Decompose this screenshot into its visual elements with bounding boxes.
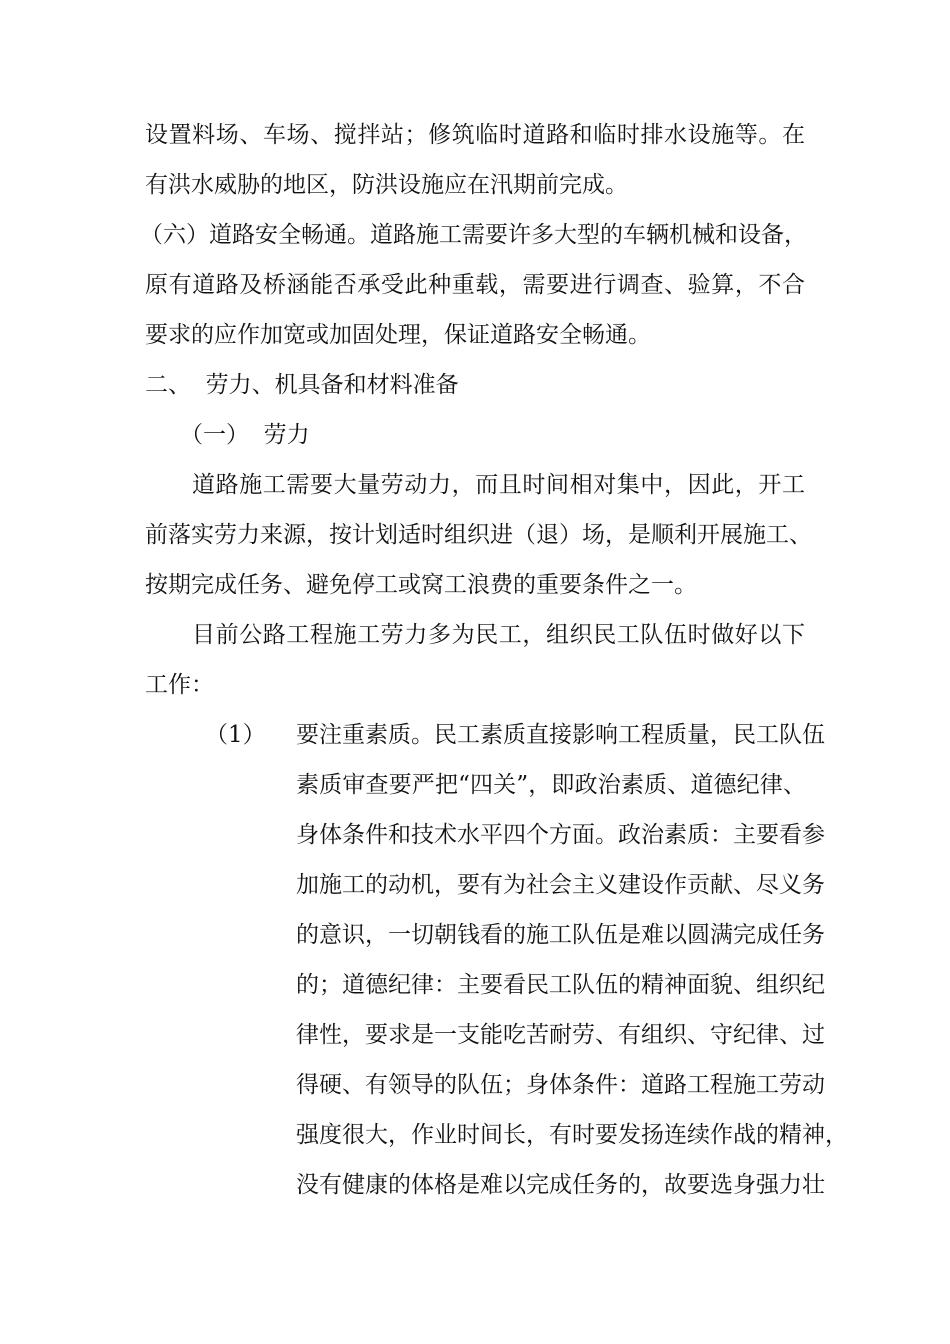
list-item-line: 强度很大，作业时间长，有时要发扬连续作战的精神， [296, 1122, 848, 1148]
list-item-line: 素质审查要严把“四关”，即政治素质、道德纪律、 [296, 772, 806, 798]
list-item-line: 律性，要求是一支能吃苦耐劳、有组织、守纪律、过 [296, 1022, 825, 1048]
subsection-heading-1: （一） 劳力 [180, 422, 310, 448]
paragraph-line: 有洪水威胁的地区，防洪设施应在汛期前完成。 [145, 172, 628, 198]
paragraph-line: 目前公路工程施工劳力多为民工，组织民工队伍时做好以下 [192, 622, 805, 648]
paragraph-line: 工作： [145, 672, 214, 698]
paragraph-line: 按期完成任务、避免停工或窝工浪费的重要条件之一。 [145, 572, 697, 598]
list-item-line: 身体条件和技术水平四个方面。政治素质：主要看参 [296, 822, 825, 848]
list-item-line: 的；道德纪律：主要看民工队伍的精神面貌、组织纪 [296, 972, 825, 998]
list-item-line: 加施工的动机，要有为社会主义建设作贡献、尽义务 [296, 872, 825, 898]
list-item-line: 得硬、有领导的队伍；身体条件：道路工程施工劳动 [296, 1072, 825, 1098]
section-heading-6: （六）道路安全畅通。道路施工需要许多大型的车辆机械和设备， [140, 222, 807, 248]
list-item-line: 要注重素质。民工素质直接影响工程质量，民工队伍 [296, 722, 825, 748]
paragraph-line: 要求的应作加宽或加固处理，保证道路安全畅通。 [145, 322, 651, 348]
paragraph-line: 设置料场、车场、搅拌站；修筑临时道路和临时排水设施等。在 [145, 122, 805, 148]
list-item-line: 的意识，一切朝钱看的施工队伍是难以圆满完成任务 [296, 922, 825, 948]
paragraph-line: 道路施工需要大量劳动力，而且时间相对集中，因此，开工 [192, 472, 805, 498]
list-item-marker: （1） [205, 722, 266, 748]
paragraph-line: 原有道路及桥涵能否承受此种重载，需要进行调查、验算，不合 [145, 272, 805, 298]
paragraph-line: 前落实劳力来源，按计划适时组织进（退）场，是顺利开展施工、 [145, 522, 812, 548]
section-heading-2: 二、 劳力、机具备和材料准备 [145, 372, 459, 398]
list-item-line: 没有健康的体格是难以完成任务的，故要选身强力壮 [296, 1172, 825, 1198]
